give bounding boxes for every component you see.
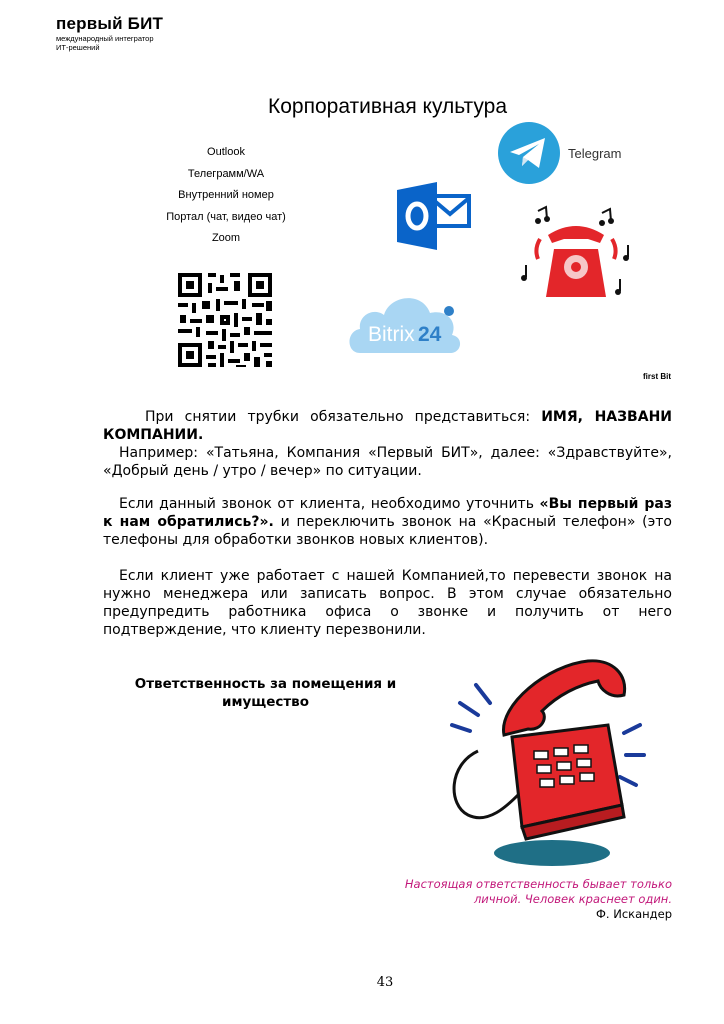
red-phone-illustration-icon bbox=[438, 655, 648, 870]
paragraph-greeting-example: Например: «Татьяна, Компания «Первый БИТ», далее: «Здравствуйте», «Добрый день / утро / вечер» по ситуации. bbox=[103, 445, 672, 479]
firstbit-small-logo: first Bit bbox=[643, 372, 671, 381]
qr-code-icon bbox=[176, 271, 274, 369]
contact-telegram-wa: Телеграмм/WA bbox=[187, 167, 265, 180]
contact-zoom: Zoom bbox=[211, 232, 241, 244]
section-heading-responsibility: Ответственность за помещения и имущество bbox=[134, 676, 397, 710]
ringing-phone-icon bbox=[520, 205, 640, 305]
paragraph-greeting bbox=[103, 408, 672, 480]
outlook-icon bbox=[397, 182, 473, 250]
logo-subtitle-1: международный интегратор bbox=[56, 34, 154, 43]
quote-author: Ф. Искандер bbox=[596, 907, 672, 921]
paragraph-first-call bbox=[103, 495, 672, 549]
contacts-list bbox=[150, 144, 302, 252]
page-title: Корпоративная культура bbox=[268, 95, 508, 118]
contact-internal-number: Внутренний номер bbox=[178, 189, 274, 201]
quote-line-1: Настоящая ответственность бывает только bbox=[404, 877, 672, 891]
paragraph-greeting-bold: ИМЯ, НАЗВАНИ КОМПАНИИ. bbox=[103, 409, 673, 443]
logo-brand: первый БИТ bbox=[56, 14, 164, 33]
quote-line-2: личной. Человек краснеет один. bbox=[473, 892, 672, 906]
bitrix24-icon bbox=[346, 285, 464, 357]
paragraph-first-call-bold: «Вы первый раз к нам обратились?». bbox=[103, 496, 673, 530]
bitrix-number: 24 bbox=[418, 323, 442, 346]
paragraph-greeting-intro: При снятии трубки обязательно представиться: bbox=[145, 409, 542, 425]
telegram-label: Telegram bbox=[568, 146, 622, 161]
contact-portal: Портал (чат, видео чат) bbox=[166, 210, 286, 223]
quote bbox=[380, 877, 672, 907]
logo-subtitle-2: ИТ-решений bbox=[56, 43, 100, 52]
paragraph-existing-client bbox=[103, 567, 672, 639]
page-number: 43 bbox=[376, 975, 394, 990]
paragraph-first-call-intro: Если данный звонок от клиента, необходимо уточнить bbox=[119, 496, 540, 512]
bitrix-label: Bitrix bbox=[368, 323, 415, 346]
telegram-icon bbox=[497, 121, 561, 185]
paragraph-existing-client-text: Если клиент уже работает с нашей Компанией,то перевести звонок на нужно менеджера или записать вопрос. В этом случае обязательно предупредить работника офиса о звонке и получить от него подтверждение, что клиенту перезвонили. bbox=[103, 568, 672, 638]
company-logo bbox=[56, 14, 163, 52]
contact-outlook: Outlook bbox=[207, 146, 245, 158]
paragraph-first-call-rest: и переключить звонок на «Красный телефон» (это телефоны для обработки звонков новых клиентов). bbox=[103, 514, 672, 548]
